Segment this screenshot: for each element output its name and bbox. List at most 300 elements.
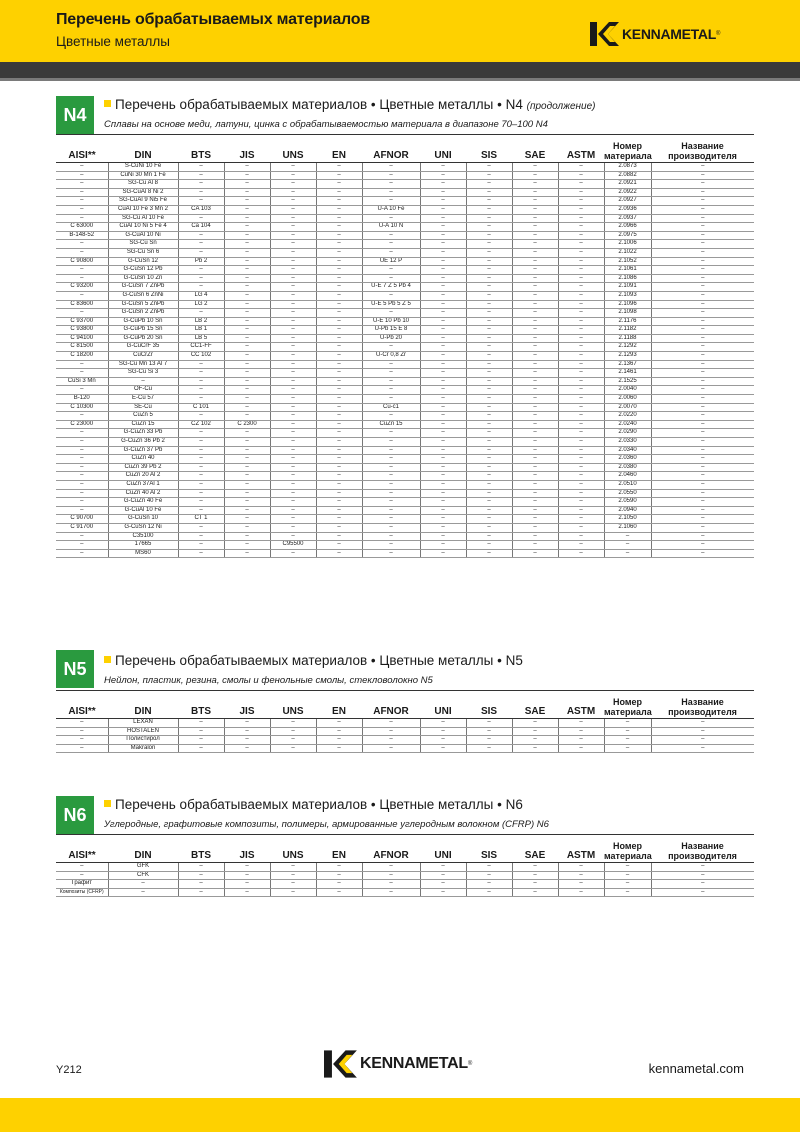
table-cell: – [108,880,178,889]
table-cell: U-Cr 0,8 Zr [362,352,420,361]
table-cell: – [224,506,270,515]
table-cell: – [651,343,754,352]
table-cell: – [362,744,420,753]
table-cell: – [558,300,604,309]
table-cell: – [512,395,558,404]
table-cell: – [512,326,558,335]
n5-badge: N5 [56,650,94,688]
table-row [56,532,754,541]
column-header-din: DIN [108,691,178,719]
table-cell: 2.1292 [604,343,651,352]
table-cell: – [362,880,420,889]
column-header-manufacturer-name: Название производителя [651,691,754,719]
table-cell: – [651,223,754,232]
table-cell: – [316,515,362,524]
table-cell: – [178,480,224,489]
table-cell: – [178,523,224,532]
table-cell: – [512,871,558,880]
table-cell: – [466,523,512,532]
table-cell: – [512,274,558,283]
table-cell: – [651,180,754,189]
table-cell: – [362,446,420,455]
table-cell: – [420,334,466,343]
column-header-manufacturer-name: Название производителя [651,135,754,163]
table-cell: – [512,231,558,240]
table-cell: CC1-FF [178,343,224,352]
table-cell: 2.0921 [604,180,651,189]
table-cell: – [224,498,270,507]
table-cell: – [512,744,558,753]
yellow-square-icon [104,100,111,107]
kennametal-k-icon [590,22,620,46]
table-cell: – [466,291,512,300]
table-cell: S-CuNi 10 Fe [108,163,178,172]
table-cell: 2.0290 [604,429,651,438]
table-cell: – [651,515,754,524]
table-cell: – [316,180,362,189]
table-cell: – [56,506,108,515]
table-cell: – [270,549,316,558]
table-cell: 2.0380 [604,463,651,472]
table-cell: – [420,300,466,309]
column-header-afnor: AFNOR [362,135,420,163]
table-cell: – [178,214,224,223]
table-cell: – [178,880,224,889]
table-cell: – [420,197,466,206]
table-cell: – [224,171,270,180]
table-cell: – [420,317,466,326]
table-cell: U-E 7 Z 5 Pb 4 [362,283,420,292]
table-cell: – [558,214,604,223]
table-cell: – [362,369,420,378]
table-cell: – [604,888,651,897]
table-cell: – [178,489,224,498]
table-cell: – [420,257,466,266]
table-cell: – [316,214,362,223]
table-cell: – [56,719,108,728]
table-cell: – [362,309,420,318]
table-cell: – [178,719,224,728]
table-cell: CC 102 [178,352,224,361]
table-cell: – [651,498,754,507]
table-cell: – [224,395,270,404]
n5-section-subtitle: Нейлон, пластик, резина, смолы и фенольные смолы, стекловолокно N5 [104,675,433,686]
table-cell: – [362,455,420,464]
table-cell: C 93800 [56,326,108,335]
table-cell: G-CuSn 12 Pb [108,266,178,275]
table-cell: – [466,463,512,472]
table-cell: – [512,506,558,515]
table-cell: 2.1022 [604,248,651,257]
table-cell: C 90700 [56,515,108,524]
table-cell: – [558,248,604,257]
table-cell: – [316,438,362,447]
table-cell: B-120 [56,395,108,404]
table-cell: – [651,403,754,412]
table-cell: – [270,309,316,318]
table-cell: – [466,309,512,318]
table-cell: – [651,880,754,889]
table-cell: – [270,317,316,326]
table-cell: – [224,223,270,232]
table-cell: Ca 104 [178,223,224,232]
table-cell: – [316,326,362,335]
table-cell: – [420,506,466,515]
table-cell: 2.0966 [604,223,651,232]
table-cell: – [466,880,512,889]
table-cell: – [466,257,512,266]
table-row [56,480,754,489]
column-header-sae: SAE [512,691,558,719]
table-row [56,283,754,292]
table-cell: – [178,163,224,172]
table-cell: SG-CuAl 8 Ni 2 [108,188,178,197]
table-cell: – [558,274,604,283]
table-cell: – [420,480,466,489]
table-cell: – [56,180,108,189]
table-row [56,205,754,214]
column-header-bts: BTS [178,691,224,719]
table-cell: – [651,214,754,223]
table-cell: – [512,549,558,558]
table-cell: SG-CuAl 9 Ni5 Fe [108,197,178,206]
table-cell: C35100 [108,532,178,541]
table-cell: – [558,377,604,386]
page-title: Перечень обрабатываемых материалов [56,11,370,28]
table-cell: – [270,266,316,275]
table-cell: G-CuZn 36 Pb 2 [108,438,178,447]
table-cell: – [558,420,604,429]
table-cell: – [316,309,362,318]
table-cell: – [512,480,558,489]
table-cell: – [224,248,270,257]
table-cell: – [466,480,512,489]
table-cell: – [270,880,316,889]
table-cell: – [466,377,512,386]
column-header-afnor: AFNOR [362,691,420,719]
table-cell: – [420,880,466,889]
table-cell: – [56,736,108,745]
table-cell: – [420,386,466,395]
table-cell: – [558,163,604,172]
table-cell: – [558,463,604,472]
table-cell: G-CuSn 12 [108,257,178,266]
table-cell: – [316,480,362,489]
website-link[interactable]: kennametal.com [648,1061,744,1076]
table-cell: – [178,863,224,872]
yellow-square-icon [104,656,111,663]
table-cell: – [466,231,512,240]
table-cell: – [108,377,178,386]
table-cell: CuZn 20 Al 2 [108,472,178,481]
table-cell: – [466,455,512,464]
column-header-uns: UNS [270,135,316,163]
n6-section-subtitle: Углеродные, графитовые композиты, полимеры, армированные углеродным волокном (CFRP) N6 [104,819,549,830]
column-header-sis: SIS [466,691,512,719]
table-cell: – [224,412,270,421]
column-header-aisi: AISI** [56,691,108,719]
table-row [56,317,754,326]
table-cell: – [420,523,466,532]
table-cell: – [178,438,224,447]
column-header-astm: ASTM [558,835,604,863]
table-cell: – [466,317,512,326]
table-cell: – [512,197,558,206]
table-cell: – [604,727,651,736]
table-cell: – [56,171,108,180]
table-cell: – [362,727,420,736]
table-cell: – [178,429,224,438]
table-cell: – [512,283,558,292]
table-cell: – [178,377,224,386]
kennametal-k-icon [324,1050,358,1078]
table-cell: – [466,871,512,880]
table-cell: – [651,744,754,753]
table-cell: – [466,240,512,249]
table-cell: – [420,420,466,429]
table-cell: – [558,266,604,275]
table-cell: – [178,309,224,318]
table-cell: – [224,360,270,369]
table-cell: – [224,532,270,541]
table-cell: – [270,523,316,532]
table-cell: – [558,863,604,872]
table-row [56,197,754,206]
table-cell: – [512,369,558,378]
table-cell: – [362,888,420,897]
table-cell: – [178,395,224,404]
table-cell: – [56,455,108,464]
table-cell: – [420,863,466,872]
table-cell: – [651,231,754,240]
table-cell: – [651,300,754,309]
table-cell: – [316,248,362,257]
table-cell: – [56,266,108,275]
table-cell: C 2300 [224,420,270,429]
table-cell: – [512,880,558,889]
table-cell: SG-Cu Al 10 Fe [108,214,178,223]
table-cell: – [558,888,604,897]
table-cell: 17665 [108,541,178,550]
table-row [56,549,754,558]
table-cell: – [178,549,224,558]
logo-text: KENNAMETAL [622,26,716,42]
table-cell: – [466,188,512,197]
column-header-uni: UNI [420,835,466,863]
table-cell: – [558,360,604,369]
table-cell: – [651,863,754,872]
table-cell: – [224,352,270,361]
table-cell: – [56,369,108,378]
column-header-sis: SIS [466,135,512,163]
table-cell: – [316,188,362,197]
table-cell: – [224,719,270,728]
table-cell: – [558,871,604,880]
table-cell: – [316,352,362,361]
table-cell: – [224,463,270,472]
column-header-material-number: Номер материала [604,135,651,163]
table-row [56,871,754,880]
table-cell: – [466,395,512,404]
table-cell: 2.0940 [604,506,651,515]
table-cell: – [512,386,558,395]
table-cell: – [651,283,754,292]
table-cell: – [56,429,108,438]
table-cell: – [224,197,270,206]
table-cell: C 90800 [56,257,108,266]
table-cell: U-A 10 N [362,223,420,232]
table-row [56,463,754,472]
table-cell: – [604,736,651,745]
table-cell: 2.1176 [604,317,651,326]
table-cell: – [270,472,316,481]
table-cell: – [512,377,558,386]
table-cell: – [558,719,604,728]
table-cell: – [270,871,316,880]
column-header-material-number: Номер материала [604,691,651,719]
table-cell: – [362,472,420,481]
table-row [56,446,754,455]
table-cell: – [316,360,362,369]
table-cell: – [512,171,558,180]
table-cell: 2.1293 [604,352,651,361]
table-cell: LB 5 [178,334,224,343]
table-cell: CA 103 [178,205,224,214]
table-cell: – [362,549,420,558]
table-cell: G-CuSn 7 ZnPb [108,283,178,292]
table-cell: 2.0590 [604,498,651,507]
table-cell: – [362,489,420,498]
table-cell: G-CuAl 10 Fe [108,506,178,515]
table-cell: – [316,300,362,309]
table-cell: – [316,472,362,481]
table-cell: – [270,240,316,249]
table-cell: – [270,744,316,753]
table-cell: Pb 2 [178,257,224,266]
table-cell: – [651,480,754,489]
page-header [0,0,800,62]
table-cell: – [224,480,270,489]
column-header-jis: JIS [224,835,270,863]
table-cell: – [466,888,512,897]
table-cell: – [558,541,604,550]
table-cell: – [178,283,224,292]
table-cell: – [420,438,466,447]
table-cell: – [362,429,420,438]
table-cell: – [558,880,604,889]
table-cell: U-Pb 15 E 8 [362,326,420,335]
table-cell: – [512,736,558,745]
table-cell: LB 2 [178,317,224,326]
column-header-sae: SAE [512,135,558,163]
table-cell: CuZn 40 [108,455,178,464]
table-cell: – [512,403,558,412]
table-cell: – [108,888,178,897]
table-cell: – [316,386,362,395]
table-cell: – [420,360,466,369]
table-cell: CuZn 5 [108,412,178,421]
table-cell: – [420,180,466,189]
table-cell: – [558,386,604,395]
table-cell: – [604,863,651,872]
table-cell: – [651,549,754,558]
table-cell: CuNi 30 Mn 1 Fe [108,171,178,180]
table-cell: – [224,863,270,872]
table-cell: – [56,309,108,318]
table-cell: – [178,386,224,395]
table-row [56,541,754,550]
table-cell: – [558,744,604,753]
table-cell: – [224,214,270,223]
table-cell: – [558,515,604,524]
table-cell: – [466,163,512,172]
table-cell: 2.1182 [604,326,651,335]
table-cell: – [466,549,512,558]
table-cell: G-CuSn 12 Ni [108,523,178,532]
table-cell: – [56,248,108,257]
table-cell: – [466,223,512,232]
table-cell: – [316,455,362,464]
table-cell: – [651,719,754,728]
table-cell: – [512,360,558,369]
table-cell: – [362,541,420,550]
table-cell: – [178,274,224,283]
table-row [56,326,754,335]
table-cell: – [512,429,558,438]
table-cell: – [316,283,362,292]
table-cell: – [651,395,754,404]
table-cell: – [512,719,558,728]
table-row [56,888,754,897]
table-cell: SG-Cu Mn 13 Al 7 [108,360,178,369]
table-cell: – [316,420,362,429]
table-cell: – [316,888,362,897]
table-cell: – [420,352,466,361]
table-cell: SG-Cu Sn 6 [108,248,178,257]
table-cell: – [316,334,362,343]
table-cell: – [178,180,224,189]
table-cell: – [224,446,270,455]
table-cell: – [466,274,512,283]
table-cell: – [558,532,604,541]
table-cell: – [56,489,108,498]
table-cell: – [224,880,270,889]
table-cell: – [466,744,512,753]
n4-continued: (продолжение) [526,101,596,112]
table-cell: – [56,205,108,214]
column-header-uns: UNS [270,835,316,863]
table-row [56,231,754,240]
table-cell: – [558,343,604,352]
table-cell: – [558,352,604,361]
table-cell: – [224,871,270,880]
table-cell: – [362,463,420,472]
table-row [56,223,754,232]
table-cell: – [178,506,224,515]
table-cell: – [558,429,604,438]
header-grey-bar [0,78,800,81]
table-cell: – [56,446,108,455]
table-cell: – [466,863,512,872]
table-cell: – [56,463,108,472]
table-cell: 2.1052 [604,257,651,266]
table-cell: – [651,412,754,421]
table-cell: – [512,240,558,249]
table-cell: – [224,386,270,395]
table-row [56,489,754,498]
table-cell: – [420,489,466,498]
table-cell: – [466,532,512,541]
